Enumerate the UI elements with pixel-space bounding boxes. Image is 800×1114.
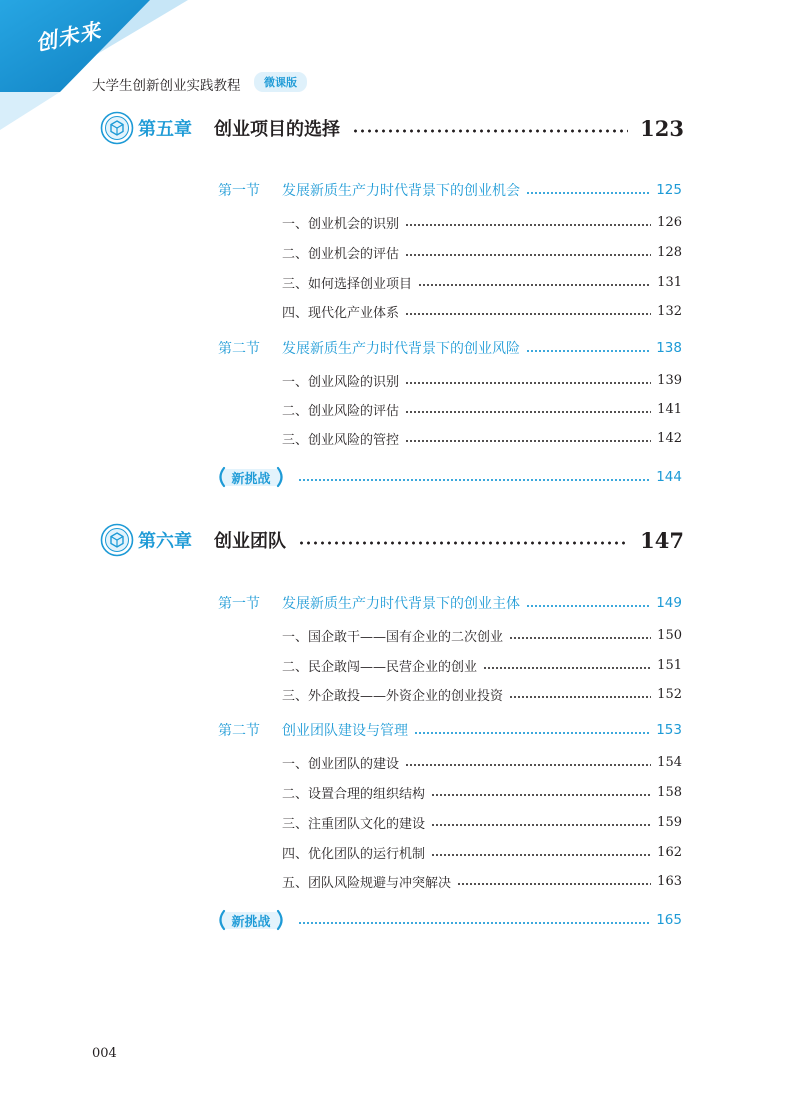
- subsection-title: 二、民企敢闯——民营企业的创业: [282, 659, 478, 675]
- subsection-row[interactable]: [282, 300, 682, 322]
- book-title: 大学生创新创业实践教程: [92, 78, 241, 94]
- subsection-row[interactable]: [282, 781, 682, 803]
- subsection-page-number: 151: [657, 657, 682, 673]
- subsection-row[interactable]: [282, 211, 682, 233]
- challenge-page-number: 144: [656, 469, 682, 485]
- subsection-row[interactable]: [282, 841, 682, 863]
- dot-leader: [405, 410, 651, 414]
- challenge-row[interactable]: [216, 909, 682, 931]
- section-row[interactable]: [218, 719, 682, 741]
- subsection-title: 五、团队风险规避与冲突解决: [282, 875, 452, 891]
- section-title: 创业团队建设与管理: [282, 723, 408, 739]
- subsection-page-number: 159: [657, 814, 682, 830]
- section-number: 第一节: [218, 596, 260, 612]
- dot-leader: [405, 439, 651, 443]
- chapter-row[interactable]: [100, 112, 684, 144]
- subsection-page-number: 141: [657, 401, 682, 417]
- subsection-page-number: 132: [657, 303, 682, 319]
- dot-leader: [298, 478, 650, 482]
- edition-badge: 微课版: [254, 72, 307, 92]
- dot-leader: [414, 731, 650, 735]
- dot-leader: [431, 823, 651, 827]
- subsection-title: 一、创业团队的建设: [282, 756, 400, 772]
- subsection-title: 三、如何选择创业项目: [282, 276, 413, 292]
- section-number: 第一节: [218, 183, 260, 199]
- dot-leader: [526, 191, 650, 195]
- challenge-label: 新挑战: [231, 914, 271, 930]
- page-number: 004: [92, 1046, 117, 1061]
- subsection-row[interactable]: [282, 398, 682, 420]
- subsection-title: 二、创业机会的评估: [282, 246, 400, 262]
- chapter-title: 创业项目的选择: [214, 119, 340, 140]
- subsection-row[interactable]: [282, 369, 682, 391]
- dot-leader: [405, 763, 651, 767]
- chapter-number: 第五章: [138, 119, 192, 140]
- subsection-page-number: 154: [657, 754, 682, 770]
- dot-leader: [405, 312, 651, 316]
- dot-leader: [418, 283, 651, 287]
- subsection-title: 一、国企敢干——国有企业的二次创业: [282, 629, 504, 645]
- subsection-row[interactable]: [282, 427, 682, 449]
- subsection-row[interactable]: [282, 751, 682, 773]
- subsection-row[interactable]: [282, 870, 682, 892]
- subsection-row[interactable]: [282, 811, 682, 833]
- brand-logo-text: 创未来: [33, 17, 104, 56]
- subsection-title: 一、创业机会的识别: [282, 216, 400, 232]
- dot-leader: [298, 921, 650, 925]
- section-title: 发展新质生产力时代背景下的创业机会: [282, 183, 520, 199]
- subsection-page-number: 150: [657, 627, 682, 643]
- section-page-number: 138: [656, 340, 682, 356]
- dot-leader: [405, 381, 651, 385]
- subsection-row[interactable]: [282, 241, 682, 263]
- dot-leader: [509, 695, 651, 699]
- dot-leader: [526, 349, 650, 353]
- subsection-title: 四、现代化产业体系: [282, 305, 400, 321]
- subsection-page-number: 139: [657, 372, 682, 388]
- dot-leader: [457, 882, 651, 886]
- dot-leader: [405, 223, 651, 227]
- challenge-row[interactable]: [216, 466, 682, 488]
- dot-leader: [352, 129, 628, 133]
- subsection-page-number: 128: [657, 244, 682, 260]
- subsection-title: 三、注重团队文化的建设: [282, 816, 426, 832]
- dot-leader: [509, 636, 651, 640]
- chapter-cube-icon: [100, 523, 134, 557]
- challenge-label: 新挑战: [231, 471, 271, 487]
- section-row[interactable]: [218, 179, 682, 201]
- challenge-tag: [216, 466, 286, 488]
- subsection-row[interactable]: [282, 271, 682, 293]
- chapter-page-number: 147: [640, 527, 684, 553]
- section-page-number: 153: [656, 722, 682, 738]
- section-page-number: 149: [656, 595, 682, 611]
- subsection-page-number: 142: [657, 430, 682, 446]
- subsection-row[interactable]: [282, 683, 682, 705]
- chapter-title: 创业团队: [214, 531, 286, 552]
- subsection-page-number: 158: [657, 784, 682, 800]
- subsection-page-number: 162: [657, 844, 682, 860]
- chapter-number: 第六章: [138, 531, 192, 552]
- section-row[interactable]: [218, 337, 682, 359]
- subsection-title: 四、优化团队的运行机制: [282, 846, 426, 862]
- subsection-page-number: 163: [657, 873, 682, 889]
- dot-leader: [431, 793, 651, 797]
- dot-leader: [526, 604, 650, 608]
- chapter-row[interactable]: [100, 524, 684, 556]
- subsection-title: 三、创业风险的管控: [282, 432, 400, 448]
- subsection-title: 二、创业风险的评估: [282, 403, 400, 419]
- dot-leader: [431, 853, 651, 857]
- subsection-title: 一、创业风险的识别: [282, 374, 400, 390]
- subsection-page-number: 131: [657, 274, 682, 290]
- section-number: 第二节: [218, 341, 260, 357]
- subsection-page-number: 126: [657, 214, 682, 230]
- dot-leader: [483, 666, 651, 670]
- subsection-row[interactable]: [282, 654, 682, 676]
- challenge-page-number: 165: [656, 912, 682, 928]
- subsection-title: 三、外企敢投——外资企业的创业投资: [282, 688, 504, 704]
- subsection-page-number: 152: [657, 686, 682, 702]
- subsection-title: 二、设置合理的组织结构: [282, 786, 426, 802]
- dot-leader: [405, 253, 651, 257]
- section-page-number: 125: [656, 182, 682, 198]
- chapter-cube-icon: [100, 111, 134, 145]
- section-title: 发展新质生产力时代背景下的创业主体: [282, 596, 520, 612]
- subsection-row[interactable]: [282, 624, 682, 646]
- section-title: 发展新质生产力时代背景下的创业风险: [282, 341, 520, 357]
- challenge-tag: [216, 909, 286, 931]
- dot-leader: [298, 541, 628, 545]
- chapter-page-number: 123: [640, 115, 684, 141]
- section-number: 第二节: [218, 723, 260, 739]
- section-row[interactable]: [218, 592, 682, 614]
